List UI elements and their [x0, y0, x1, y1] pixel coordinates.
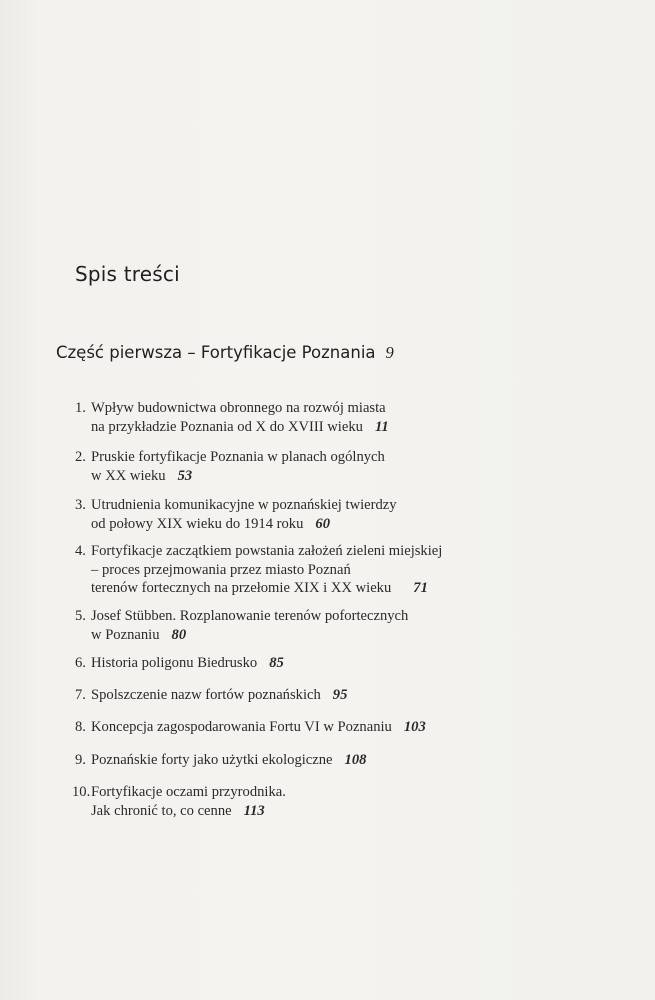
part-label: Część pierwsza – Fortyfikacje Poznania — [56, 343, 376, 362]
entry-title-line: w Poznaniu — [91, 626, 160, 643]
entry-page-number: 95 — [332, 687, 348, 703]
entry-page-number: 53 — [177, 467, 193, 484]
entry-page-number: 11 — [374, 418, 389, 435]
entry-page-number: 85 — [269, 655, 284, 671]
entry-page-number: 108 — [344, 752, 367, 768]
part-heading — [56, 343, 394, 363]
entry-page-number: 80 — [171, 626, 187, 643]
entry-page-number: 103 — [403, 719, 426, 735]
entry-title-line: Koncepcja zagospodarowania Fortu VI w Poznaniu — [91, 719, 392, 735]
toc-entry-5 — [75, 607, 408, 644]
entry-title-line: Fortyfikacje zaczątkiem powstania założeń zieleni miejskiej — [91, 543, 443, 559]
toc-entry-8 — [75, 718, 426, 737]
entry-number: 1. — [75, 400, 86, 416]
toc-entry-7 — [75, 686, 347, 705]
entry-title-line: Poznańskie forty jako użytki ekologiczne — [91, 752, 333, 768]
entry-number: 8. — [75, 719, 86, 735]
toc-title: Spis treści — [75, 262, 180, 286]
entry-title-line: Fortyfikacje oczami przyrodnika. — [91, 784, 286, 800]
entry-number: 6. — [75, 655, 86, 671]
entry-number: 9. — [75, 752, 86, 768]
entry-title-line: – proces przejmowania przez miasto Poznań — [91, 561, 351, 578]
entry-title-line: od połowy XIX wieku do 1914 roku — [91, 515, 304, 532]
part-page-number: 9 — [385, 343, 394, 362]
entry-title-line: na przykładzie Poznania od X do XVIII wieku — [91, 418, 363, 435]
entry-title-line: Historia poligonu Biedrusko — [91, 655, 258, 671]
entry-number: 7. — [75, 687, 86, 703]
toc-entry-3 — [75, 496, 397, 533]
entry-number: 2. — [75, 449, 86, 465]
entry-title-line: Wpływ budownictwa obronnego na rozwój miasta — [91, 400, 386, 416]
entry-title-line: Josef Stübben. Rozplanowanie terenów pofortecznych — [91, 608, 409, 624]
toc-entry-6 — [75, 654, 284, 673]
entry-title-line: w XX wieku — [91, 467, 166, 484]
toc-entry-1 — [75, 399, 389, 436]
entry-title-line: Jak chronić to, co cenne — [91, 802, 232, 819]
entry-number: 4. — [75, 543, 86, 559]
toc-entry-4 — [75, 542, 442, 598]
toc-entry-9 — [75, 751, 366, 770]
entry-page-number: 113 — [243, 802, 265, 819]
entry-page-number: 60 — [315, 515, 330, 532]
entry-title-line: terenów fortecznych na przełomie XIX i XX wieku — [91, 580, 392, 596]
entry-number: 5. — [75, 608, 86, 624]
entry-page-number: 71 — [413, 580, 428, 596]
entry-number: 3. — [75, 497, 86, 513]
entry-title-line: Pruskie fortyfikacje Poznania w planach ogólnych — [91, 449, 385, 465]
toc-entry-2 — [75, 448, 385, 485]
entry-title-line: Utrudnienia komunikacyjne w poznańskiej twierdzy — [91, 497, 397, 513]
entry-title-line: Spolszczenie nazw fortów poznańskich — [91, 687, 321, 703]
entry-number: 10. — [72, 784, 91, 800]
toc-entry-10 — [72, 783, 286, 820]
